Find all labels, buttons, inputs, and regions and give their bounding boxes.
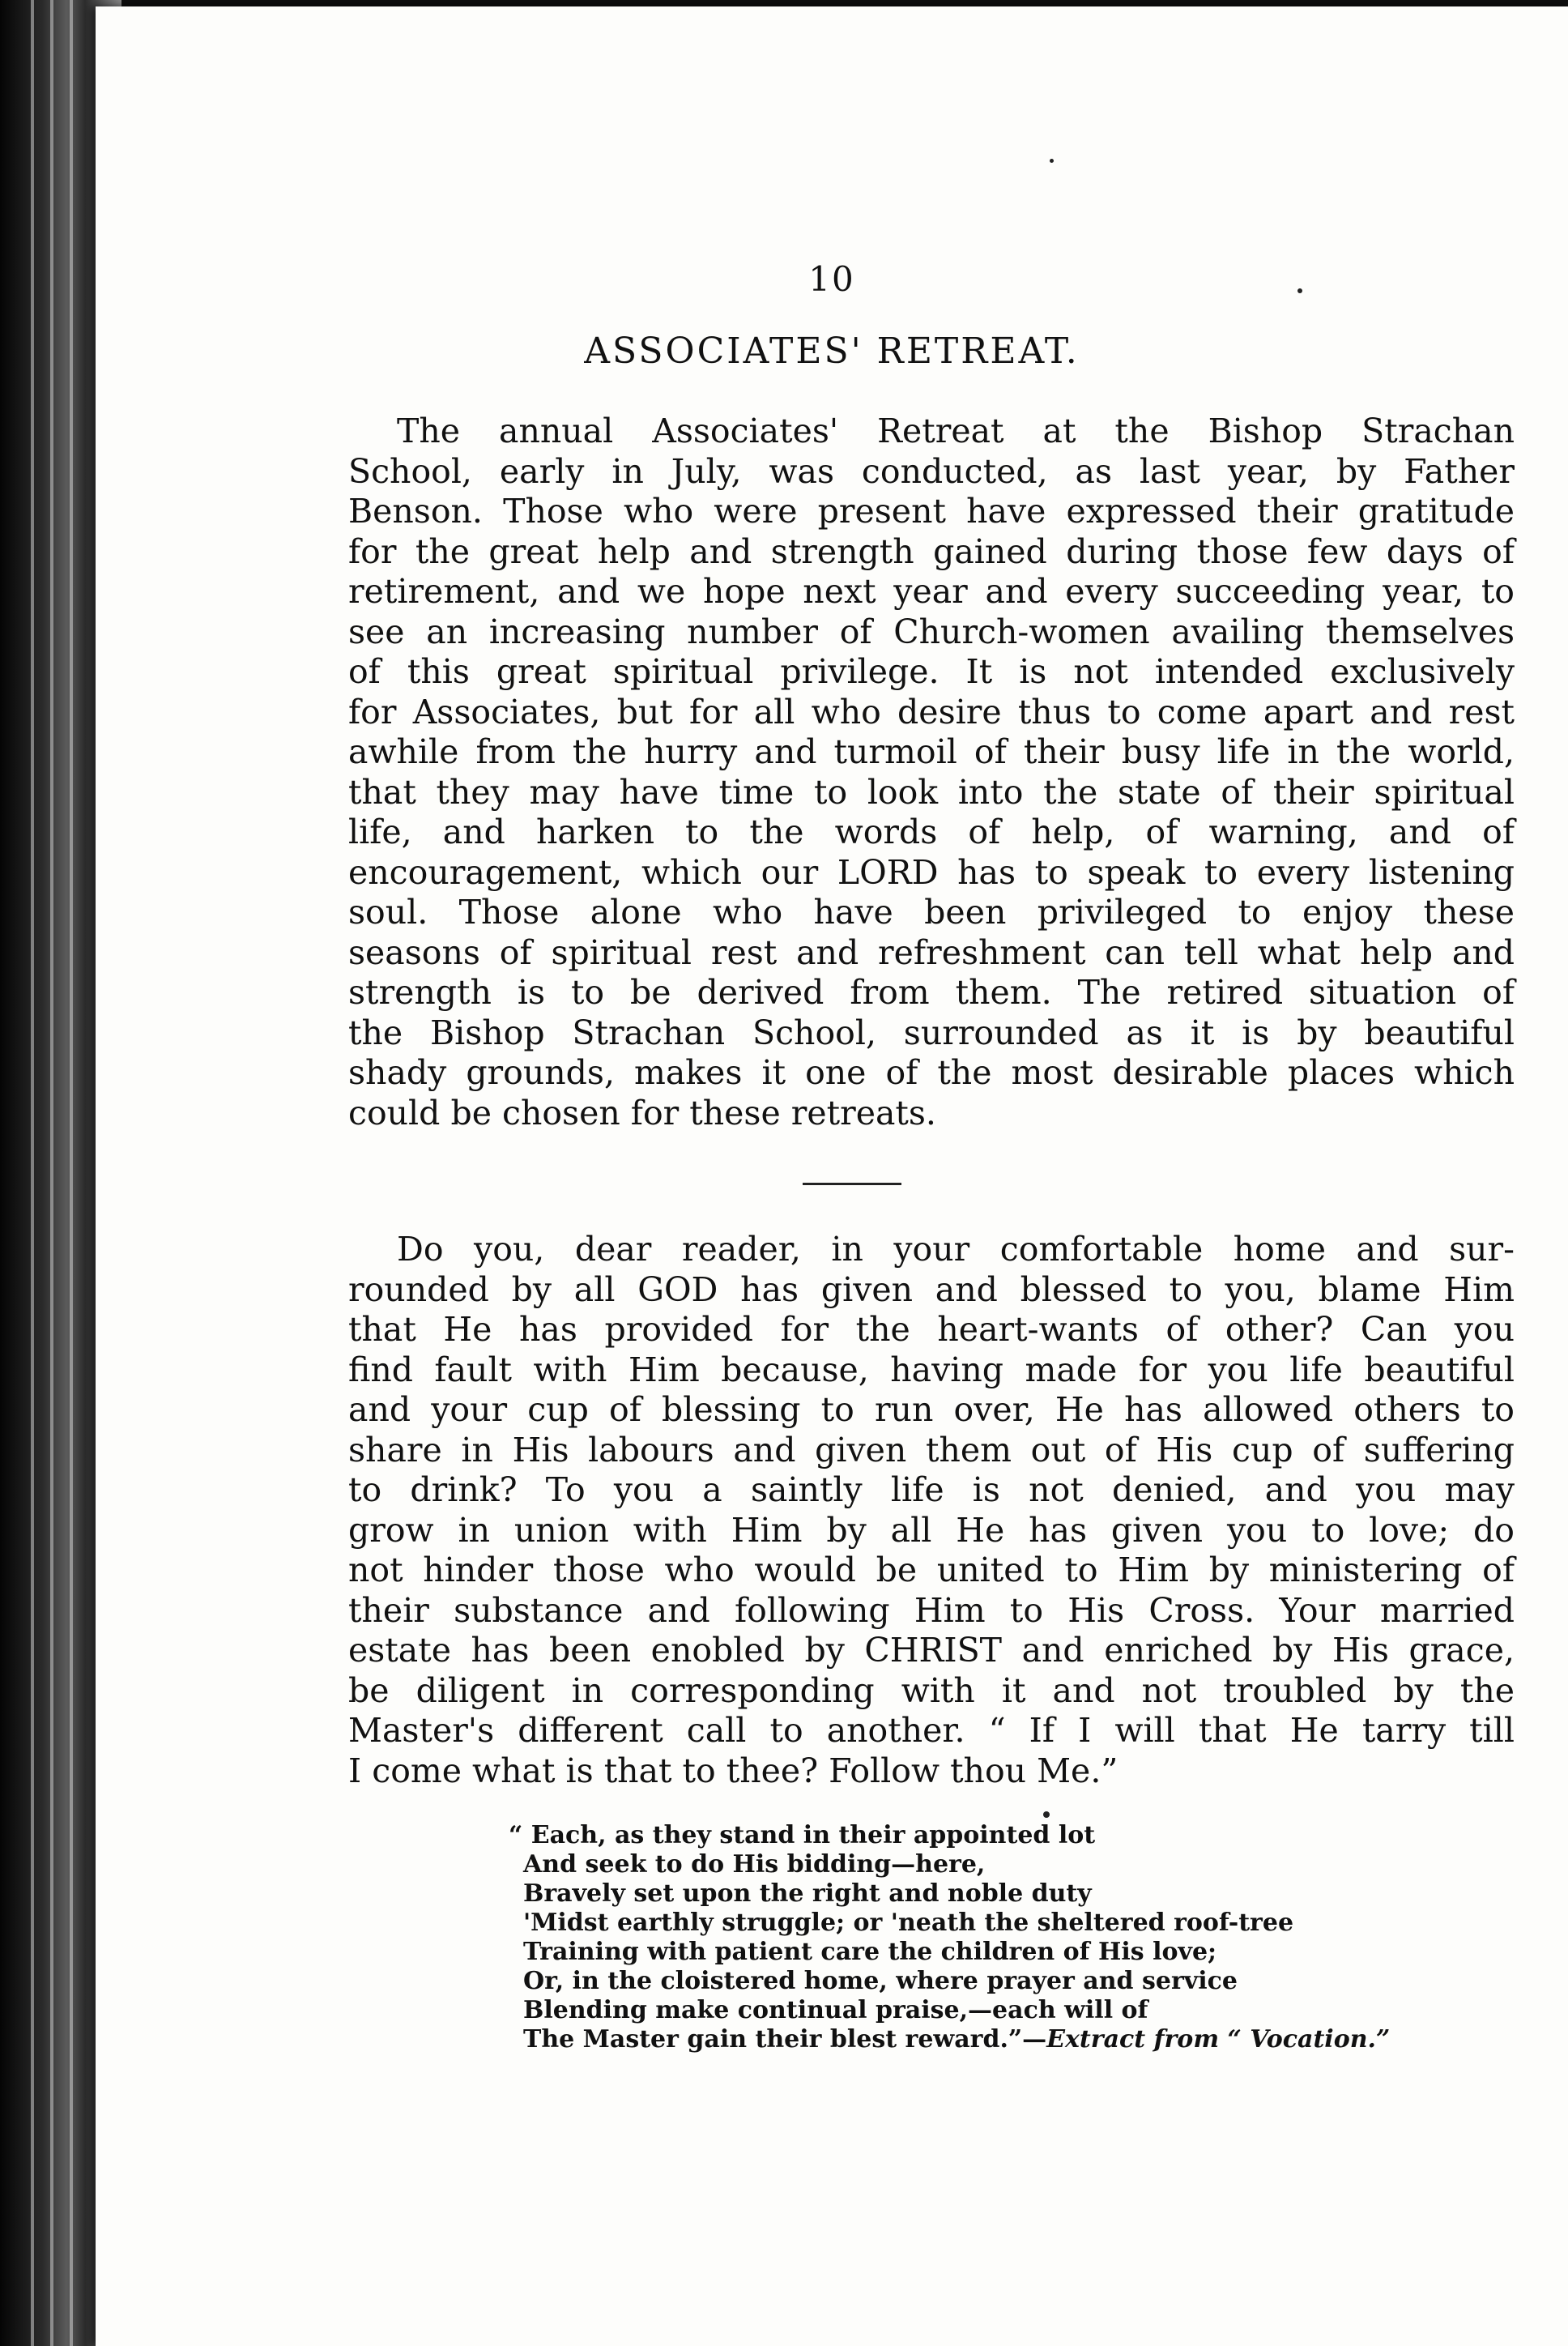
paragraph-line: strength is to be derived from them. The retired situation of xyxy=(348,973,1515,1012)
poem-line: Training with patient care the children of His love; xyxy=(523,1938,1217,1966)
paragraph-line: that He has provided for the heart-wants of other? Can you xyxy=(348,1310,1515,1349)
poem-attribution: Extract from “ Vocation.” xyxy=(1046,2025,1391,2054)
paragraph-dear-reader xyxy=(348,1230,1515,1791)
paragraph-line: Do you, dear reader, in your comfortable home and sur- xyxy=(397,1230,1515,1269)
paragraph-line: School, early in July, was conducted, as last year, by Father xyxy=(348,451,1515,491)
paragraph-line: shady grounds, makes it one of the most desirable places which xyxy=(348,1053,1515,1092)
poem-line: Bravely set upon the right and noble duty xyxy=(523,1879,1092,1908)
paragraph-line: I come what is that to thee? Follow thou Me.” xyxy=(348,1751,1118,1790)
page-edge-line xyxy=(70,0,73,2346)
poem-line: 'Midst earthly struggle; or 'neath the sheltered roof-tree xyxy=(523,1909,1294,1937)
paragraph-associates-retreat xyxy=(348,412,1515,1133)
printing-speck xyxy=(1050,159,1054,163)
paragraph-line: Benson. Those who were present have expressed their gratitude xyxy=(348,492,1515,531)
paragraph-line: see an increasing number of Church-women availing themselves xyxy=(348,612,1515,651)
paragraph-line: soul. Those alone who have been privileged to enjoy these xyxy=(348,893,1515,932)
section-heading: ASSOCIATES' RETREAT. xyxy=(584,331,1080,372)
paragraph-line: be diligent in corresponding with it and not troubled by the xyxy=(348,1670,1515,1710)
paragraph-line: find fault with Him because, having made for you life beautiful xyxy=(348,1350,1515,1389)
paragraph-line: grow in union with Him by all He has given you to love; do xyxy=(348,1510,1515,1550)
section-divider-rule xyxy=(803,1183,901,1185)
paragraph-line: and your cup of blessing to run over, He has allowed others to xyxy=(348,1390,1515,1429)
page-edge-line xyxy=(31,0,34,2346)
poem-line: The Master gain their blest reward.”— xyxy=(523,2025,1047,2054)
poem-last-line xyxy=(509,2025,1513,2054)
page-edge-line xyxy=(50,0,53,2346)
paragraph-line: for the great help and strength gained during those few days of xyxy=(348,531,1515,571)
book-page xyxy=(96,6,1568,2346)
paragraph-line: to drink? To you a saintly life is not denied, and you may xyxy=(348,1470,1515,1509)
poem-line: Blending make continual praise,—each will of xyxy=(523,1996,1148,2024)
poem-line: “ Each, as they stand in their appointed lot xyxy=(509,1821,1096,1849)
paragraph-line: life, and harken to the words of help, of warning, and of xyxy=(348,813,1515,851)
poem-extract xyxy=(509,1821,1513,2054)
paragraph-line: for Associates, but for all who desire thus to come apart and rest xyxy=(348,692,1515,732)
paragraph-line: seasons of spiritual rest and refreshment can tell what help and xyxy=(348,932,1515,972)
paragraph-line: that they may have time to look into the state of their spiritual xyxy=(348,772,1515,812)
page-number: 10 xyxy=(808,259,855,299)
paragraph-line: of this great spiritual privilege. It is not intended exclusively xyxy=(348,652,1515,691)
paragraph-line: The annual Associates' Retreat at the Bishop Strachan xyxy=(397,412,1515,450)
paragraph-line: their substance and following Him to His Cross. Your married xyxy=(348,1590,1515,1630)
paragraph-line: not hinder those who would be united to Him by ministering of xyxy=(348,1550,1515,1589)
printing-speck xyxy=(1297,288,1302,293)
poem-line: Or, in the cloistered home, where prayer and service xyxy=(523,1967,1238,1995)
paragraph-line: rounded by all GOD has given and blessed to you, blame Him xyxy=(348,1269,1515,1309)
paragraph-line: estate has been enobled by CHRIST and enriched by His grace, xyxy=(348,1631,1515,1670)
poem-line: And seek to do His bidding—here, xyxy=(523,1850,986,1879)
paragraph-line: share in His labours and given them out of His cup of suffering xyxy=(348,1430,1515,1469)
paragraph-line: could be chosen for these retreats. xyxy=(348,1093,936,1132)
paragraph-line: awhile from the hurry and turmoil of their busy life in the world, xyxy=(348,732,1515,771)
paragraph-line: Master's different call to another. “ If I will that He tarry till xyxy=(348,1711,1515,1750)
paragraph-line: the Bishop Strachan School, surrounded as it is by beautiful xyxy=(348,1013,1515,1052)
paragraph-line: encouragement, which our LORD has to speak to every listening xyxy=(348,852,1515,892)
paragraph-line: retirement, and we hope next year and every succeeding year, to xyxy=(348,572,1515,611)
printing-speck xyxy=(1043,1811,1050,1818)
